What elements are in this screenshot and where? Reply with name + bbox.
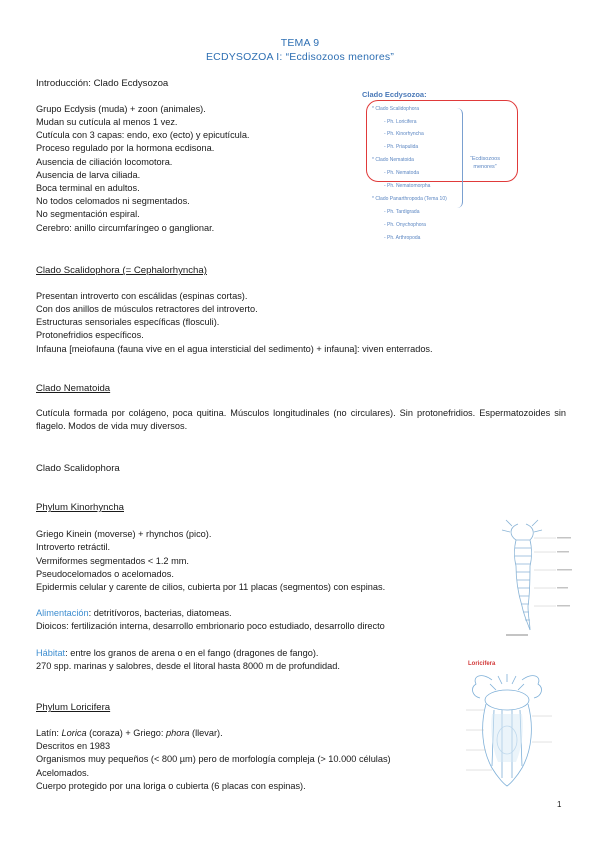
loricifera-illustration <box>462 670 562 796</box>
diagram-item: - Ph. Kinorhyncha <box>384 131 424 137</box>
scalidophora2-heading: Clado Scalidophora <box>36 463 120 474</box>
text-run: Latín: <box>36 728 62 738</box>
diagram-item: - Ph. Nematoda <box>384 170 420 176</box>
diagram-title: Clado Ecdysozoa: <box>362 90 427 99</box>
intro-heading: Introducción: Clado Ecdysozoa <box>36 78 169 89</box>
intro-line: Mudan su cutícula al menos 1 vez. <box>36 117 178 127</box>
text-run: (llevar). <box>189 728 223 738</box>
scalidophora-line: Presentan introverto con escálidas (espinas cortas). <box>36 291 248 301</box>
kinorhyncha-line: Introverto retráctil. <box>36 542 111 552</box>
text-run: (coraza) + Griego: <box>86 728 166 738</box>
scalidophora-line: Con dos anillos de músculos retractores del introverto. <box>36 304 258 314</box>
page-number: 1 <box>557 800 562 809</box>
intro-line: No segmentación espiral. <box>36 209 140 219</box>
nematoida-heading: Clado Nematoida <box>36 383 111 394</box>
intro-line: No todos celomados ni segmentados. <box>36 196 190 206</box>
diagram-item: * Clado Scalidophora <box>372 106 419 112</box>
loricifera-line: Cuerpo protegido por una loriga o cubierta (6 placas con espinas). <box>36 781 306 791</box>
side-label-line: “Ecdisozoos <box>470 156 500 162</box>
intro-line: Ausencia de larva ciliada. <box>36 170 141 180</box>
loricifera-heading: Phylum Loricifera <box>36 702 111 713</box>
loricifera-figure-label: Loricifera <box>468 661 496 667</box>
kinorhyncha-line: Griego Kinein (moverse) + rhynchos (pico). <box>36 529 212 539</box>
loricifera-line: Descritos en 1983 <box>36 741 111 751</box>
intro-line: Cutícula con 3 capas: endo, exo (ecto) y epicutícula. <box>36 130 250 140</box>
diagram-item: - Ph. Loricifera <box>384 119 417 125</box>
side-label-line: menores” <box>473 164 497 170</box>
ecdysozoa-diagram <box>360 86 520 246</box>
diagram-item: - Ph. Tardigrada <box>384 209 420 215</box>
page-title: TEMA 9 <box>280 37 320 49</box>
diagram-item: - Ph. Nematomorpha <box>384 183 431 189</box>
kinorhyncha-heading: Phylum Kinorhyncha <box>36 502 124 513</box>
intro-line: Boca terminal en adultos. <box>36 183 140 193</box>
brace <box>456 108 463 208</box>
loricifera-line <box>36 727 223 740</box>
alimentacion-line <box>36 607 232 620</box>
nematoida-paragraph: Cutícula formada por colágeno, poca quitina. Músculos longitudinales (no circulares). Sin protonefridios. Espermatozoides sin flagelo. Modos de vida muy diversos. <box>36 408 566 432</box>
scalidophora-line: Protonefridios específicos. <box>36 330 144 340</box>
habitat-text: : entre los granos de arena o en el fango (dragones de fango). <box>65 648 319 658</box>
scalidophora-line: Estructuras sensoriales específicas (flosculi). <box>36 317 220 327</box>
diagram-item: * Clado Panarthropoda (Tema 10) <box>372 196 447 202</box>
diagram-item: - Ph. Priapulida <box>384 144 419 150</box>
kinorhyncha-line: Pseudocelomados o acelomados. <box>36 569 174 579</box>
spp-line: 270 spp. marinas y salobres, desde el litoral hasta 8000 m de profundidad. <box>36 661 340 671</box>
kinorhyncha-illustration <box>498 518 578 640</box>
alimentacion-label: Alimentación <box>36 608 89 618</box>
kinorhyncha-line: Epidermis celular y carente de cilios, cubierta por 11 placas (segmentos) con espinas. <box>36 582 386 592</box>
scalidophora-heading: Clado Scalidophora (= Cephalorhyncha) <box>36 265 207 276</box>
habitat-line <box>36 647 318 660</box>
text-run-italic: Lorica <box>61 728 87 738</box>
diagram-item: * Clado Nematoida <box>372 157 414 163</box>
kinorhyncha-line: Vermiformes segmentados < 1.2 mm. <box>36 556 189 566</box>
text-run-italic: phora <box>165 728 190 738</box>
intro-line: Ausencia de ciliación locomotora. <box>36 157 173 167</box>
scalidophora-line: Infauna [meiofauna (fauna vive en el agua intersticial del sedimento) + infauna]: viven enterrados. <box>36 344 433 354</box>
intro-line: Cerebro: anillo circumfaríngeo o ganglionar. <box>36 223 215 233</box>
intro-line: Grupo Ecdysis (muda) + zoon (animales). <box>36 104 206 114</box>
diagram-item: - Ph. Arthropoda <box>384 235 421 241</box>
intro-line: Proceso regulado por la hormona ecdisona. <box>36 143 215 153</box>
page-subtitle: ECDYSOZOA I: “Ecdisozoos menores” <box>205 51 395 63</box>
dioicos-line: Dioicos: fertilización interna, desarrollo embrionario poco estudiado, desarrollo directo <box>36 621 385 631</box>
habitat-label: Hábitat <box>36 648 66 658</box>
loricifera-line: Organismos muy pequeños (< 800 µm) pero de morfología compleja (> 10.000 células) <box>36 754 391 764</box>
loricifera-line: Acelomados. <box>36 768 90 778</box>
alimentacion-text: : detritívoros, bacterias, diatomeas. <box>88 608 232 618</box>
diagram-item: - Ph. Onychophora <box>384 222 426 228</box>
diagram-side-label <box>463 155 507 171</box>
